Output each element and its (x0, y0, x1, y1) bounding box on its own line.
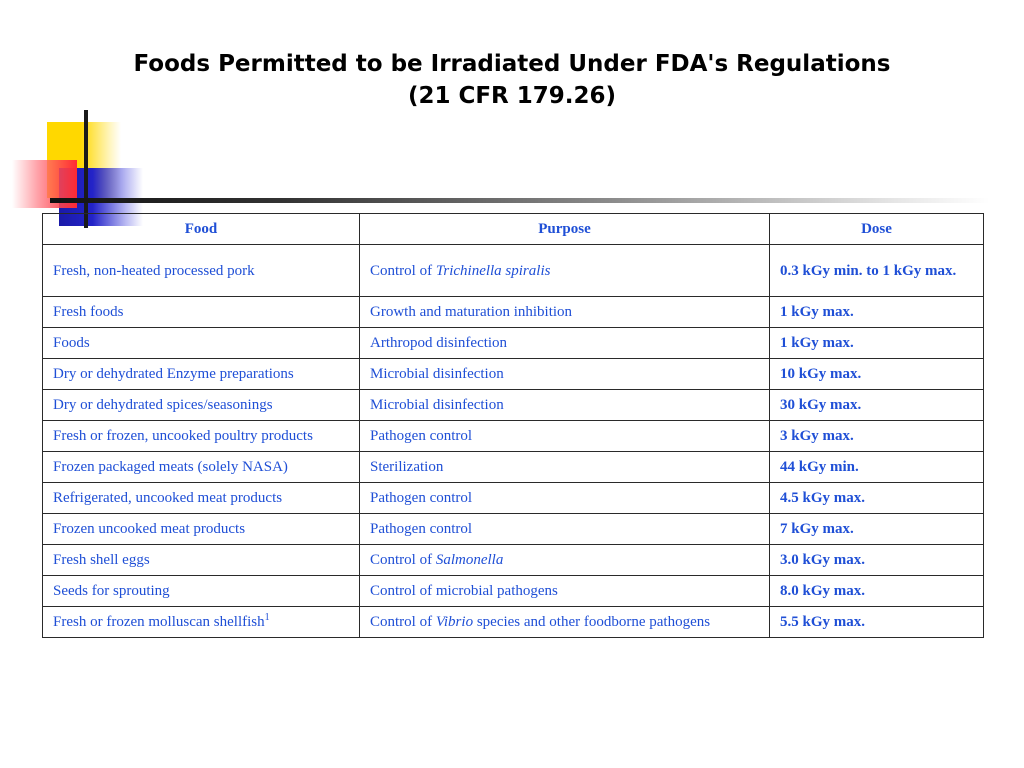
cell-food (43, 328, 360, 359)
cell-food (43, 297, 360, 328)
table-header-row (43, 214, 984, 245)
cell-purpose (360, 576, 770, 607)
table-row (43, 359, 984, 390)
food-text: Fresh, non-heated processed pork (53, 262, 255, 279)
purpose-text: Control of microbial pathogens (370, 583, 558, 599)
header-purpose: Purpose (360, 214, 770, 245)
purpose-text-tail: species and other foodborne pathogens (473, 614, 711, 630)
purpose-italic-text: Trichinella spiralis (435, 262, 551, 279)
cell-food (43, 452, 360, 483)
cell-purpose (360, 390, 770, 421)
decorative-vertical-line (84, 110, 88, 228)
cell-purpose (360, 328, 770, 359)
cell-purpose (360, 245, 770, 297)
cell-purpose (360, 607, 770, 638)
cell-dose: 4.5 kGy max. (770, 483, 984, 514)
food-text: Fresh foods (53, 304, 124, 320)
header-food: Food (43, 214, 360, 245)
cell-dose: 3 kGy max. (770, 421, 984, 452)
purpose-text: Pathogen control (370, 521, 473, 537)
table-row (43, 245, 984, 297)
cell-food (43, 390, 360, 421)
cell-purpose (360, 421, 770, 452)
cell-dose: 10 kGy max. (770, 359, 984, 390)
title-line-2: (21 CFR 179.26) (407, 83, 617, 109)
food-text: Seeds for sprouting (53, 583, 170, 599)
purpose-text: Pathogen control (370, 428, 473, 444)
cell-purpose (360, 545, 770, 576)
cell-dose: 7 kGy max. (770, 514, 984, 545)
irradiation-table (42, 213, 984, 638)
footnote-marker: 1 (264, 612, 270, 623)
purpose-italic-text: Vibrio (435, 614, 474, 630)
cell-dose: 0.3 kGy min. to 1 kGy max. (770, 245, 984, 297)
cell-dose: 1 kGy max. (770, 328, 984, 359)
cell-food (43, 245, 360, 297)
page-title (0, 48, 1024, 112)
table-row (43, 297, 984, 328)
decorative-horizontal-rule (50, 198, 990, 203)
table-row (43, 514, 984, 545)
table-row (43, 421, 984, 452)
purpose-text: Control of (370, 552, 436, 568)
food-text: Dry or dehydrated Enzyme preparations (53, 366, 294, 382)
purpose-text: Microbial disinfection (370, 366, 504, 382)
purpose-text: Control of (370, 614, 436, 630)
cell-food (43, 607, 360, 638)
cell-purpose (360, 483, 770, 514)
cell-dose: 1 kGy max. (770, 297, 984, 328)
food-text: Frozen packaged meats (solely NASA) (53, 459, 288, 475)
cell-dose: 3.0 kGy max. (770, 545, 984, 576)
purpose-text: Arthropod disinfection (370, 335, 508, 351)
purpose-italic-text: Salmonella (435, 552, 504, 568)
header-dose: Dose (770, 214, 984, 245)
table-row (43, 483, 984, 514)
cell-food (43, 545, 360, 576)
purpose-text: Control of (370, 262, 436, 279)
table-row (43, 607, 984, 638)
food-text: Foods (53, 335, 90, 351)
title-line-1: Foods Permitted to be Irradiated Under FDA's Regulations (133, 51, 891, 77)
cell-dose: 8.0 kGy max. (770, 576, 984, 607)
cell-food (43, 576, 360, 607)
food-text: Fresh or frozen, uncooked poultry products (53, 428, 313, 444)
food-text: Frozen uncooked meat products (53, 521, 246, 537)
purpose-text: Pathogen control (370, 490, 473, 506)
purpose-text: Growth and maturation inhibition (370, 304, 573, 320)
purpose-text: Microbial disinfection (370, 397, 504, 413)
cell-dose: 44 kGy min. (770, 452, 984, 483)
table-row (43, 545, 984, 576)
table-row (43, 390, 984, 421)
cell-dose: 30 kGy max. (770, 390, 984, 421)
cell-food (43, 359, 360, 390)
table-row (43, 328, 984, 359)
cell-food (43, 514, 360, 545)
cell-food (43, 483, 360, 514)
purpose-text: Sterilization (370, 459, 444, 475)
cell-purpose (360, 297, 770, 328)
cell-food (43, 421, 360, 452)
cell-purpose (360, 514, 770, 545)
cell-dose: 5.5 kGy max. (770, 607, 984, 638)
food-text: Refrigerated, uncooked meat products (53, 490, 283, 506)
table-row (43, 576, 984, 607)
food-text: Dry or dehydrated spices/seasonings (53, 397, 273, 413)
food-text: Fresh shell eggs (53, 552, 150, 568)
food-text: Fresh or frozen molluscan shellfish (53, 614, 265, 630)
table-row (43, 452, 984, 483)
cell-purpose (360, 359, 770, 390)
cell-purpose (360, 452, 770, 483)
